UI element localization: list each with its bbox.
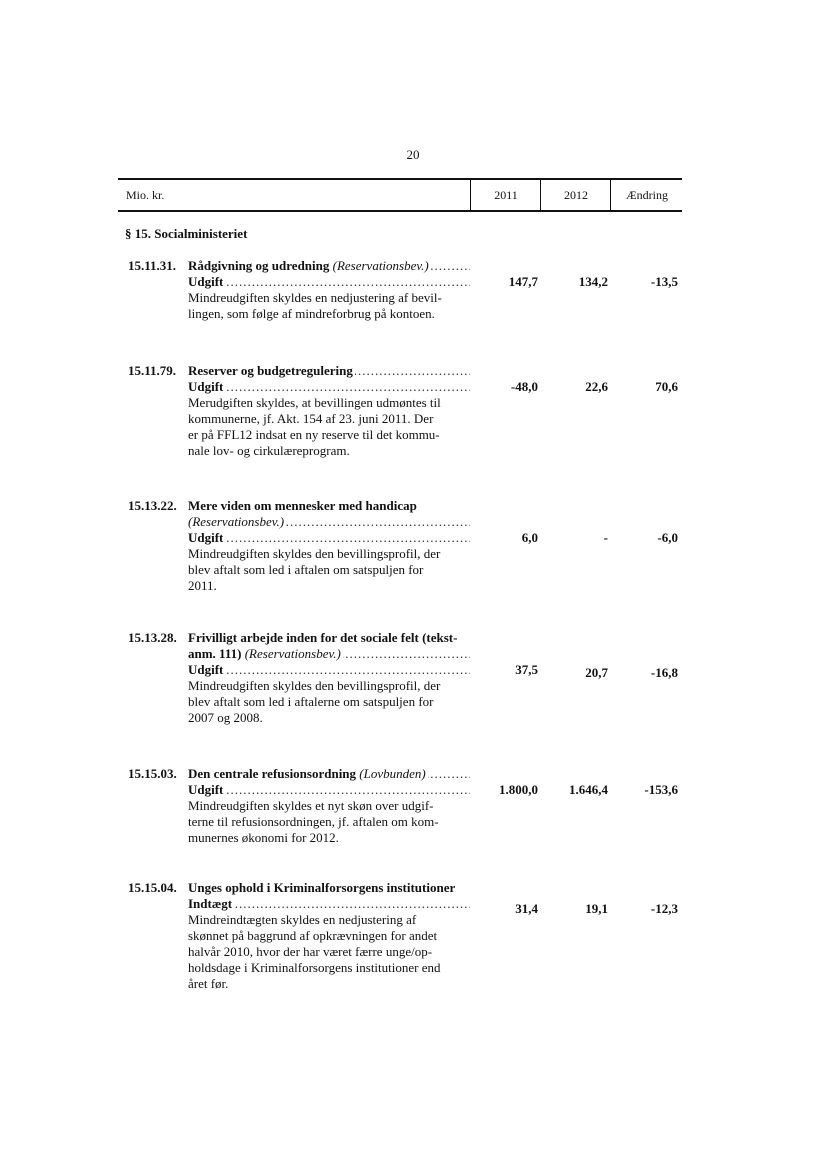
- value-2012: 1.646,4: [569, 782, 608, 797]
- entry-code: 15.15.03.: [128, 766, 177, 781]
- entry-label: Udgift .....: [188, 274, 470, 290]
- value-2012: 19,1: [585, 901, 608, 916]
- entry-description: Mindreudgiften skyldes en nedjustering af bevil- lingen, som følge af mindreforbrug på kontoen.: [188, 290, 442, 321]
- entry-title: Den centrale refusionsordning (Lovbunden) .....: [188, 766, 470, 782]
- value-change: -12,3: [650, 901, 678, 916]
- entry-code: 15.11.31.: [128, 258, 177, 273]
- entry-title: Unges ophold i Kriminalforsorgens institutioner: [188, 880, 456, 895]
- section-title: § 15. Socialministeriet: [125, 226, 248, 241]
- entry-label: Udgift .....: [188, 530, 470, 546]
- entry-description: Mindreindtægten skyldes en nedjustering af skønnet på baggrund af opkrævningen for andet halvår 2010, hvor der har været færre unge/op- holdsdage i Kriminalforsorgens institutioner end året før.: [188, 912, 441, 991]
- value-2012: 22,6: [585, 379, 608, 394]
- value-2012: -: [603, 530, 608, 545]
- entry-appropriation-type: (Reservationsbev.): [332, 258, 429, 273]
- entry-code: 15.11.79.: [128, 363, 177, 378]
- change-header: Ændring: [610, 180, 683, 210]
- value-change: -153,6: [644, 782, 678, 797]
- entry-description: Mindreudgiften skyldes den bevillingsprofil, der blev aftalt som led i aftalen om satspuljen for 2011.: [188, 546, 441, 593]
- value-change: 70,6: [655, 379, 678, 394]
- value-change: -16,8: [650, 665, 678, 680]
- entry-label: Udgift .....: [188, 379, 470, 395]
- entry-label: Udgift .....: [188, 662, 470, 678]
- entry-title: Reserver og budgetregulering .....: [188, 363, 470, 379]
- value-change: -6,0: [657, 530, 678, 545]
- entry-label: Udgift .....: [188, 782, 470, 798]
- entry-appropriation-type: (Reservationsbev.): [244, 646, 341, 661]
- value-2011: 6,0: [521, 530, 538, 545]
- entry-description: Mindreudgiften skyldes den bevillingsprofil, der blev aftalt som led i aftalerne om satspuljen for 2007 og 2008.: [188, 678, 441, 725]
- entry-title: Rådgivning og udredning (Reservationsbev.) .....: [188, 258, 470, 274]
- unit-header: Mio. kr.: [126, 188, 165, 202]
- value-2012: 134,2: [578, 274, 608, 289]
- entry-title: Frivilligt arbejde inden for det sociale felt (tekst-: [188, 630, 458, 645]
- entry-code: 15.13.22.: [128, 498, 177, 513]
- value-2011: -48,0: [510, 379, 538, 394]
- entry-code: 15.15.04.: [128, 880, 177, 895]
- entry-appropriation-type: (Lovbunden): [359, 766, 426, 781]
- year-2011-header: 2011: [470, 180, 541, 210]
- entry-label: Indtægt .....: [188, 896, 470, 912]
- table-header: [118, 178, 682, 212]
- value-2011: 1.800,0: [499, 782, 538, 797]
- year-2012-header: 2012: [540, 180, 611, 210]
- value-2011: 147,7: [508, 274, 538, 289]
- value-2011: 37,5: [515, 662, 538, 677]
- entry-description: Merudgiften skyldes, at bevillingen udmøntes til kommunerne, jf. Akt. 154 af 23. juni 2011. Der er på FFL12 indsat en ny reserve til det kommu- nale lov- og cirkulæreprogram.: [188, 395, 441, 458]
- value-2012: 20,7: [585, 665, 608, 680]
- page-number: 20: [406, 147, 420, 162]
- value-change: -13,5: [650, 274, 678, 289]
- entry-appropriation-type: (Reservationsbev.) .....: [188, 514, 470, 530]
- entry-title-continued: anm. 111) (Reservationsbev.) .....: [188, 646, 470, 662]
- value-2011: 31,4: [515, 901, 538, 916]
- entry-title: Mere viden om mennesker med handicap: [188, 498, 417, 513]
- entry-description: Mindreudgiften skyldes et nyt skøn over udgif- terne til refusionsordningen, jf. aftalen om kom- munernes økonomi for 2012.: [188, 798, 439, 845]
- entry-code: 15.13.28.: [128, 630, 177, 645]
